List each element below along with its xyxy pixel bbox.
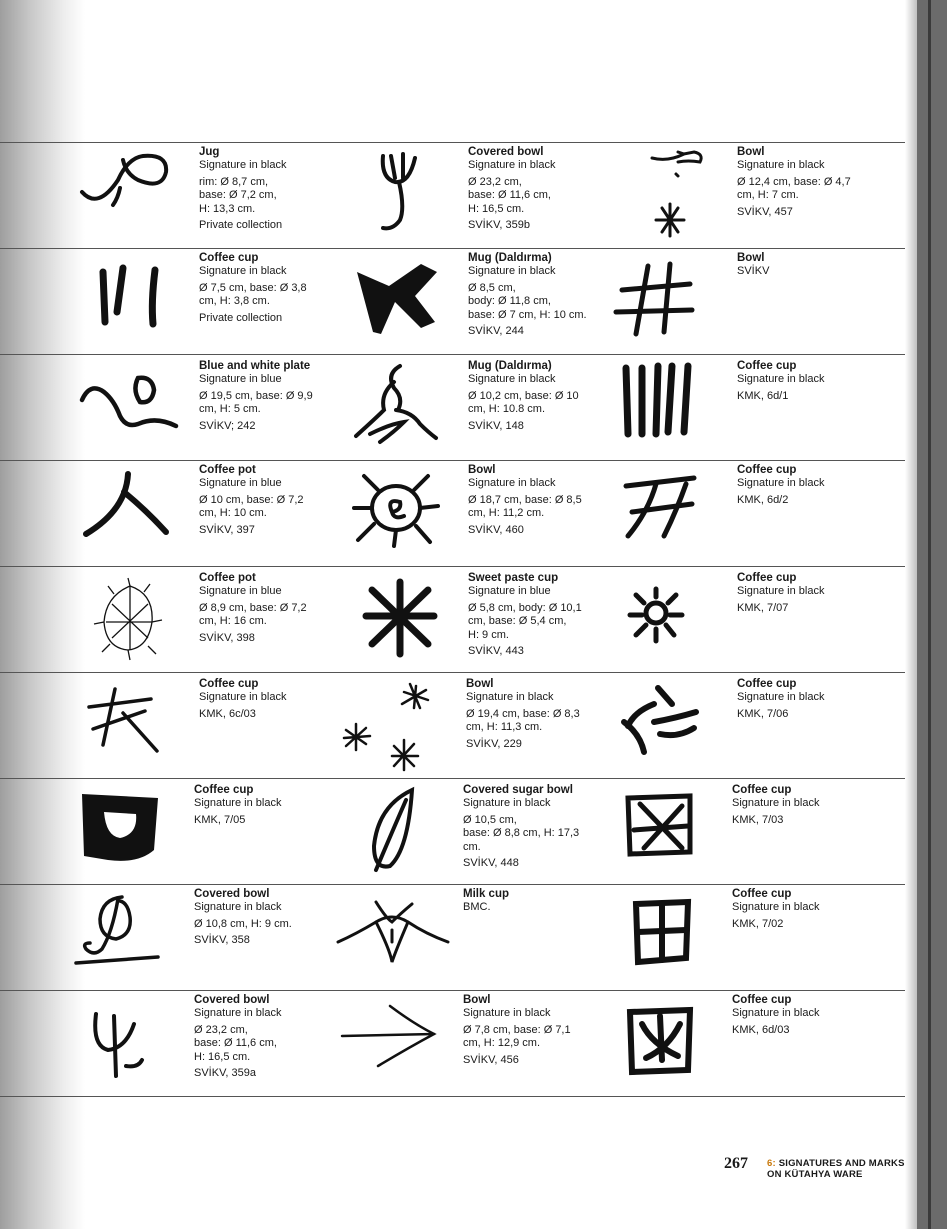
entry-collection: SVİKV, 229 <box>466 737 522 750</box>
signature-mark <box>95 262 170 332</box>
entry-collection: SVİKV, 148 <box>468 419 524 432</box>
entry-dimension: cm, base: Ø 5,4 cm, <box>468 615 567 628</box>
scanner-edge <box>917 0 947 1229</box>
entry-dimension: base: Ø 7 cm, H: 10 cm. <box>468 308 587 321</box>
entry-title: Bowl <box>463 994 491 1006</box>
catalogue-entry <box>737 572 897 615</box>
entry-dimension: base: Ø 8,8 cm, H: 17,3 <box>463 827 580 840</box>
signature-mark <box>618 472 703 542</box>
entry-title: Coffee cup <box>194 784 254 796</box>
entry-dimension: cm, H: 10 cm. <box>199 507 267 520</box>
entry-dimension: Ø 8,9 cm, base: Ø 7,2 <box>199 601 307 614</box>
section-title-line1: SIGNATURES AND MARKS <box>778 1158 905 1169</box>
entry-subtitle: Signature in black <box>194 901 282 914</box>
section-number: 6: <box>767 1158 776 1169</box>
book-spine-shadow <box>0 0 85 1229</box>
signature-mark <box>630 896 695 971</box>
entry-dimension: H: 16,5 cm. <box>194 1050 251 1063</box>
entry-subtitle: BMC. <box>463 901 491 914</box>
catalogue-entry <box>199 360 359 433</box>
signature-mark <box>375 148 425 233</box>
entry-title: Coffee pot <box>199 572 256 584</box>
entry-subtitle: Signature in blue <box>468 585 551 598</box>
entry-subtitle: Signature in black <box>732 797 820 810</box>
entry-collection: KMK, 6c/03 <box>199 707 256 720</box>
signature-mark <box>80 370 180 430</box>
catalogue-entry <box>468 360 628 433</box>
entry-dimension: Ø 10,2 cm, base: Ø 10 <box>468 389 579 402</box>
entry-subtitle: Signature in black <box>194 1007 282 1020</box>
entry-collection: SVİKV; 242 <box>199 419 256 432</box>
signature-mark <box>88 1006 158 1081</box>
signature-mark <box>620 362 695 442</box>
signature-mark <box>90 576 170 661</box>
entry-title: Coffee cup <box>199 678 259 690</box>
signature-mark <box>350 468 440 548</box>
entry-title: Bowl <box>466 678 494 690</box>
entry-collection: KMK, 6d/03 <box>732 1023 790 1036</box>
entry-collection: KMK, 7/06 <box>737 707 789 720</box>
entry-dimension: Ø 19,5 cm, base: Ø 9,9 <box>199 389 313 402</box>
entry-dimension: cm, H: 12,9 cm. <box>463 1037 541 1050</box>
signature-mark <box>620 790 700 870</box>
signature-mark <box>614 682 704 762</box>
entry-dimension: Ø 5,8 cm, body: Ø 10,1 <box>468 601 582 614</box>
row-divider <box>0 990 905 991</box>
entry-collection: KMK, 7/07 <box>737 601 789 614</box>
catalogue-entry <box>463 784 623 870</box>
entry-dimension: cm, H: 16 cm. <box>199 615 267 628</box>
signature-mark <box>358 576 443 661</box>
entry-title: Jug <box>199 146 220 158</box>
entry-dimension: cm, H: 11,3 cm. <box>466 721 543 734</box>
entry-title: Mug (Daldırma) <box>468 360 552 372</box>
section-title-line2: ON KÜTAHYA WARE <box>767 1169 863 1180</box>
entry-dimension: cm. <box>463 840 481 853</box>
entry-dimension: H: 13,3 cm. <box>199 202 256 215</box>
catalogue-entry <box>737 360 897 403</box>
entry-dimension: base: Ø 11,6 cm, <box>194 1037 277 1050</box>
entry-subtitle: Signature in black <box>194 797 282 810</box>
entry-collection: SVİKV, 397 <box>199 523 255 536</box>
entry-title: Coffee cup <box>737 464 797 476</box>
signature-mark <box>82 470 172 540</box>
entry-collection: SVİKV, 457 <box>737 205 793 218</box>
entry-collection: KMK, 7/03 <box>732 813 784 826</box>
entry-collection: SVİKV, 460 <box>468 523 524 536</box>
entry-dimension: Ø 19,4 cm, base: Ø 8,3 <box>466 707 580 720</box>
entry-collection: SVİKV, 359b <box>468 219 530 232</box>
entry-dimension: rim: Ø 8,7 cm, <box>199 175 269 188</box>
entry-title: Covered bowl <box>468 146 544 158</box>
entry-dimension: Ø 18,7 cm, base: Ø 8,5 <box>468 493 582 506</box>
row-divider <box>0 460 905 461</box>
signature-mark <box>355 262 440 337</box>
entry-subtitle: Signature in black <box>199 159 287 172</box>
entry-dimension: Ø 10,5 cm, <box>463 813 517 826</box>
entry-collection: SVİKV, 443 <box>468 645 524 658</box>
catalogue-entry <box>468 146 628 232</box>
signature-mark <box>85 685 165 755</box>
entry-dimension: cm, H: 10.8 cm. <box>468 403 546 416</box>
entry-subtitle: Signature in black <box>468 265 556 278</box>
entry-dimension: cm, H: 11,2 cm. <box>468 507 545 520</box>
catalogue-entry <box>468 464 628 537</box>
entry-dimension: base: Ø 11,6 cm, <box>468 189 551 202</box>
entry-subtitle: Signature in black <box>737 585 825 598</box>
row-divider <box>0 566 905 567</box>
entry-collection: KMK, 7/05 <box>194 813 246 826</box>
signature-mark <box>626 585 686 645</box>
signature-mark <box>624 1004 699 1079</box>
entry-title: Coffee cup <box>199 252 259 264</box>
entry-dimension: Ø 7,8 cm, base: Ø 7,1 <box>463 1023 571 1036</box>
page-number: 267 <box>724 1155 748 1172</box>
entry-title: Milk cup <box>463 888 510 900</box>
entry-collection: KMK, 6d/2 <box>737 493 789 506</box>
catalogue-entry <box>732 888 892 931</box>
section-heading <box>767 1158 905 1180</box>
catalogue-entry <box>194 784 354 827</box>
catalogue-entry <box>194 994 354 1080</box>
catalogue-entry <box>199 252 359 325</box>
entry-collection: Private collection <box>199 219 283 232</box>
catalogue-entry <box>199 572 359 645</box>
page-edge-shadow <box>905 0 917 1229</box>
entry-subtitle: Signature in black <box>737 159 825 172</box>
entry-title: Blue and white plate <box>199 360 311 372</box>
entry-dimension: H: 9 cm. <box>468 628 509 641</box>
entry-subtitle: Signature in black <box>737 477 825 490</box>
catalogue-entry <box>737 678 897 721</box>
entry-title: Coffee cup <box>732 994 792 1006</box>
entry-collection: KMK, 7/02 <box>732 917 784 930</box>
entry-subtitle: Signature in blue <box>199 585 282 598</box>
entry-title: Mug (Daldırma) <box>468 252 552 264</box>
entry-title: Coffee cup <box>737 360 797 372</box>
entry-dimension: cm, H: 5 cm. <box>199 403 261 416</box>
signature-mark <box>78 150 178 210</box>
catalogue-entry <box>737 146 897 219</box>
entry-dimension: cm, H: 7 cm. <box>737 189 799 202</box>
entry-dimension: Ø 10,8 cm, H: 9 cm. <box>194 917 292 930</box>
row-divider <box>0 354 905 355</box>
entry-subtitle: Signature in blue <box>199 477 282 490</box>
entry-title: Coffee cup <box>732 888 792 900</box>
entry-title: Bowl <box>468 464 496 476</box>
catalogue-entry <box>732 784 892 827</box>
entry-subtitle: Signature in black <box>732 901 820 914</box>
entry-title: Covered bowl <box>194 888 270 900</box>
catalogue-entry <box>737 464 897 507</box>
entry-collection: SVİKV, 244 <box>468 325 524 338</box>
entry-dimension: H: 16,5 cm. <box>468 202 525 215</box>
entry-title: Covered bowl <box>194 994 270 1006</box>
entry-title: Bowl <box>737 146 765 158</box>
catalogue-entry <box>737 252 897 279</box>
entry-subtitle: Signature in black <box>737 691 825 704</box>
row-divider <box>0 672 905 673</box>
entry-title: Coffee cup <box>737 678 797 690</box>
catalogue-entry <box>199 146 359 232</box>
entry-subtitle: Signature in black <box>463 1007 551 1020</box>
signature-mark <box>350 362 440 444</box>
entry-dimension: Ø 12,4 cm, base: Ø 4,7 <box>737 175 851 188</box>
entry-collection: KMK, 6d/1 <box>737 389 789 402</box>
entry-dimension: Ø 8,5 cm, <box>468 281 516 294</box>
catalogue-entry <box>199 678 359 721</box>
row-divider <box>0 142 905 143</box>
entry-dimension: base: Ø 7,2 cm, <box>199 189 277 202</box>
signature-mark <box>368 786 418 876</box>
entry-dimension: Ø 10 cm, base: Ø 7,2 <box>199 493 304 506</box>
catalogue-entry <box>194 888 354 948</box>
row-divider <box>0 778 905 779</box>
entry-title: Coffee cup <box>732 784 792 796</box>
entry-subtitle: Signature in black <box>732 1007 820 1020</box>
signature-mark <box>648 148 708 243</box>
catalogue-entry <box>199 464 359 537</box>
catalogue-entry <box>468 572 628 658</box>
catalogue-entry <box>466 678 626 751</box>
signature-mark <box>78 790 163 865</box>
catalogue-entry <box>468 252 628 338</box>
signature-mark <box>72 893 162 973</box>
row-divider <box>0 884 905 885</box>
page-edge-line <box>928 0 931 1229</box>
entry-collection: SVİKV, 456 <box>463 1053 519 1066</box>
entry-collection: SVİKV, 358 <box>194 934 250 947</box>
entry-subtitle: Signature in black <box>199 691 287 704</box>
catalogue-entry <box>463 888 623 915</box>
catalogue-entry <box>463 994 623 1067</box>
entry-collection: SVİKV, 398 <box>199 631 255 644</box>
entry-subtitle: Signature in blue <box>199 373 282 386</box>
entry-subtitle: Signature in black <box>463 797 551 810</box>
entry-dimension: Ø 23,2 cm, <box>468 175 522 188</box>
entry-subtitle: Signature in black <box>468 159 556 172</box>
row-divider <box>0 1096 905 1097</box>
entry-collection: SVİKV, 359a <box>194 1067 256 1080</box>
entry-dimension: Ø 23,2 cm, <box>194 1023 248 1036</box>
entry-collection: SVİKV, 448 <box>463 857 519 870</box>
entry-title: Coffee cup <box>737 572 797 584</box>
entry-subtitle: Signature in black <box>466 691 554 704</box>
entry-dimension: Ø 7,5 cm, base: Ø 3,8 <box>199 281 307 294</box>
entry-title: Bowl <box>737 252 765 264</box>
entry-subtitle: Signature in black <box>468 477 556 490</box>
catalogue-entry <box>732 994 892 1037</box>
entry-collection: Private collection <box>199 311 283 324</box>
entry-subtitle: Signature in black <box>468 373 556 386</box>
entry-dimension: body: Ø 11,8 cm, <box>468 295 551 308</box>
entry-subtitle: Signature in black <box>199 265 287 278</box>
entry-dimension: cm, H: 3,8 cm. <box>199 295 270 308</box>
entry-subtitle: SVİKV <box>737 265 770 278</box>
entry-subtitle: Signature in black <box>737 373 825 386</box>
entry-title: Covered sugar bowl <box>463 784 573 796</box>
entry-title: Coffee pot <box>199 464 256 476</box>
row-divider <box>0 248 905 249</box>
entry-title: Sweet paste cup <box>468 572 559 584</box>
